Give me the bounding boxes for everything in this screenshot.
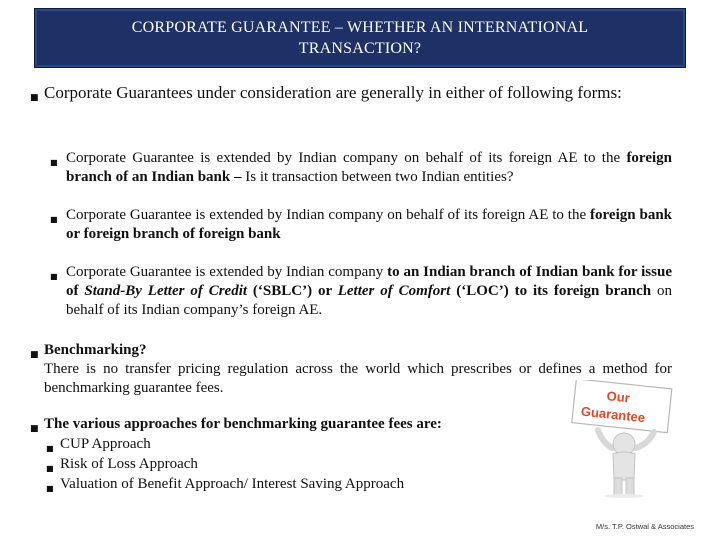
square-bullet-icon: ■ [50,158,58,167]
sign-line-1: Our [605,388,631,406]
form3-text-2: to an Indian branch of Indian bank for issue of [66,264,672,299]
form1-bold-text: foreign branch of an Indian bank – [66,150,672,185]
square-bullet-icon: ■ [50,215,58,224]
approach-cup-text: CUP Approach [60,436,151,452]
form3-text-6: (‘LOC’) to its foreign branch [450,283,652,299]
guarantee-sign-figure [568,380,680,498]
bullet-forms-intro [30,82,672,104]
form3-text-7: on behalf of its Indian company’s foreign AE. [66,283,673,318]
approach-valuation-text: Valuation of Benefit Approach/ Interest Saving Approach [60,476,405,492]
form1-text: Corporate Guarantee is extended by Indian company on behalf of its foreign AE to the [66,150,621,166]
figure-holding-sign-icon [568,380,680,498]
sign-line-2: Guarantee [580,403,646,426]
slide-title-bar [34,8,686,68]
list-item-approach [46,454,506,474]
square-bullet-icon: ■ [50,272,58,281]
square-bullet-icon: ■ [30,424,39,434]
approach-risk-text: Risk of Loss Approach [60,456,198,472]
form3-text-1: Corporate Guarantee is extended by Indian company [66,264,388,280]
square-bullet-icon: ■ [46,444,54,453]
sub-bullet-form-3 [50,263,672,320]
sub-bullet-form-2 [50,206,672,244]
list-item-approach [46,474,506,494]
slide-title: CORPORATE GUARANTEE – WHETHER AN INTERNATIONAL TRANSACTION? [131,19,589,57]
forms-intro-text: Corporate Guarantees under consideration are generally in either of following forms: [44,83,622,102]
benchmarking-text: There is no transfer pricing regulation across the world which prescribes or defines a method for benchmarking guarantee fees. [44,361,672,396]
form1-tail-text: Is it transaction between two Indian entities? [241,169,514,185]
form2-bold-text: foreign bank or foreign branch of foreign bank [66,207,672,242]
square-bullet-icon: ■ [30,350,39,360]
approaches-heading: The various approaches for benchmarking guarantee fees are: [44,416,442,432]
bullet-approaches [30,415,530,434]
square-bullet-icon: ■ [30,93,39,103]
form2-text: Corporate Guarantee is extended by Indian company on behalf of its foreign AE to the [66,207,587,223]
benchmarking-heading: Benchmarking? [44,342,147,358]
square-bullet-icon: ■ [46,464,54,473]
form3-loc-text: Letter of Comfort [337,283,451,299]
footer-firm-name: M/s. T.P. Ostwal & Associates [595,522,694,531]
form3-text-4: (‘SBLC’) or [247,283,338,299]
list-item-approach [46,434,506,454]
sub-bullet-form-1 [50,149,672,187]
square-bullet-icon: ■ [46,484,54,493]
form3-sblc-text: Stand-By Letter of Credit [84,283,248,299]
